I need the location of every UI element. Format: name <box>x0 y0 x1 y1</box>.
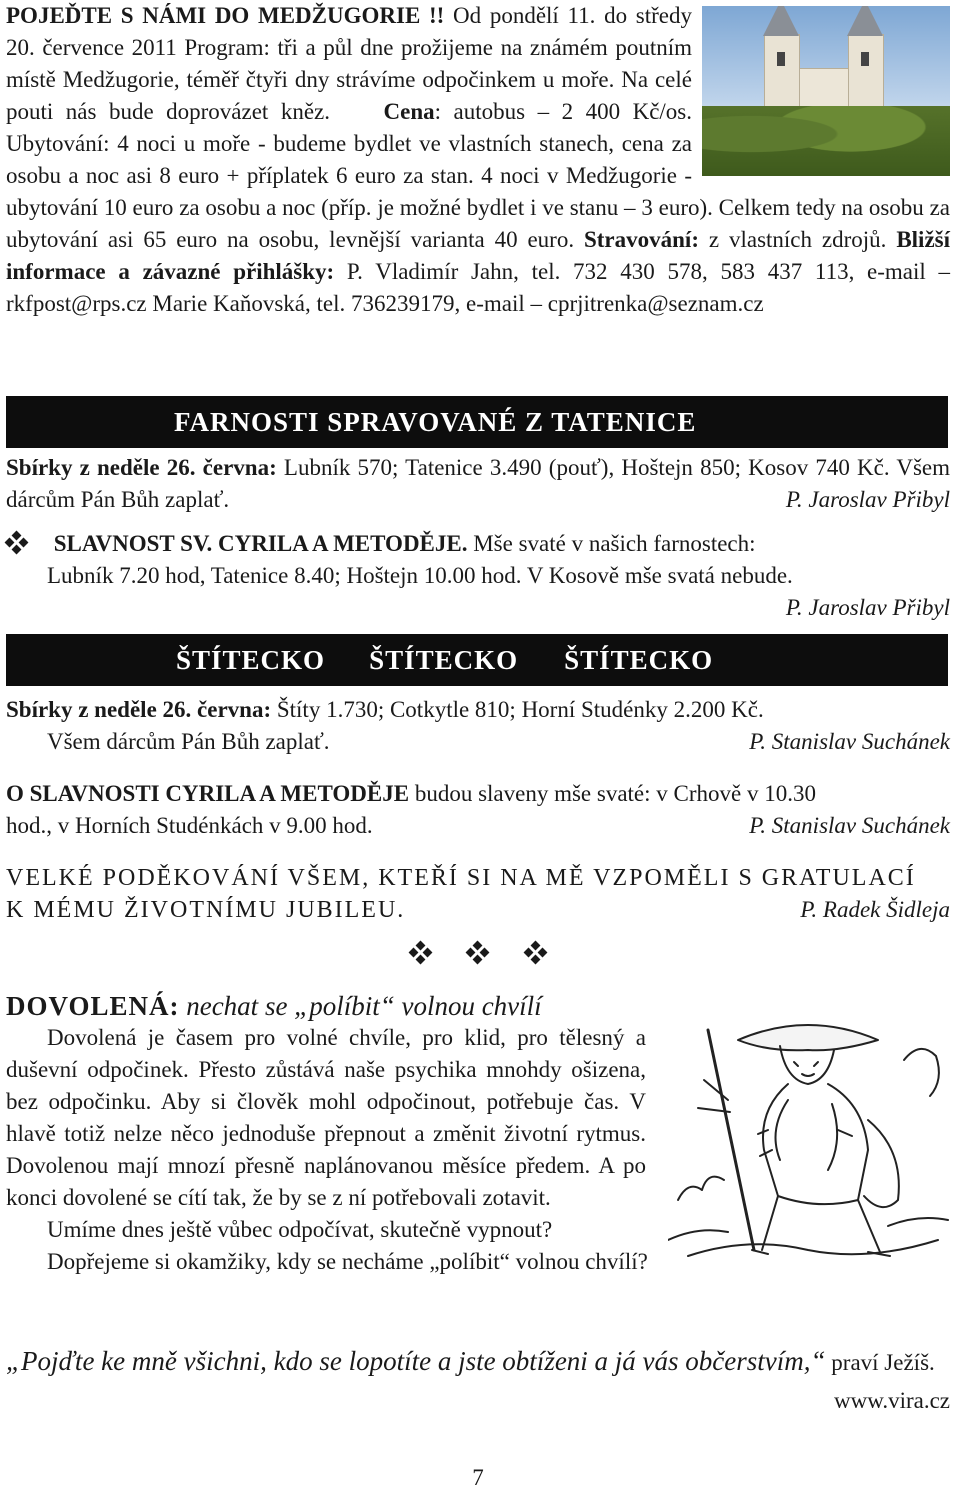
stitecko-feast <box>6 778 950 810</box>
stitecko-collections-label: Sbírky z neděle 26. června: <box>6 697 272 722</box>
diamond-bullet-icon <box>410 942 432 964</box>
stitecko-collections <box>6 694 950 726</box>
tatenice-collections-text: Lubník 570; Tatenice 3.490 (pouť), Hoštejn 850; Kosov 740 Kč. Všem dárcům Pán Bůh zaplať. <box>6 455 950 512</box>
stitecko-signature-2: P. Stanislav Suchánek <box>749 813 950 838</box>
page-number: 7 <box>472 1465 484 1490</box>
tatenice-collections-label: Sbírky z neděle 26. června: <box>6 455 277 480</box>
tatenice-section <box>6 452 950 624</box>
info-text: P. Vladimír Jahn, tel. 732 430 578, 583 437 113, e-mail – rkfpost@rps.cz Marie Kaňovská, tel. 736239179, e-mail – cprjitrenka@seznam.cz <box>6 259 951 316</box>
stitecko-feast-text: budou slaveny mše svaté: v Crhově v 10.30 <box>409 781 816 806</box>
pilgrim-sketch <box>668 1000 950 1264</box>
stitecko-banner <box>6 634 948 686</box>
dovolena-paragraph-3: Dopřejeme si okamžiky, kdy se necháme „políbit“ volnou chvílí? <box>47 1249 648 1274</box>
tatenice-feast-times: Lubník 7.20 hod, Tatenice 8.40; Hoštejn 10.00 hod. V Kosově mše svatá nebude. <box>47 563 793 588</box>
quote-section <box>6 1342 950 1420</box>
church-photo <box>702 6 950 176</box>
church-window <box>861 52 869 66</box>
quote-text-block <box>6 1342 950 1413</box>
medjugorje-dates: Od pondělí 11. do středy 20. července 2011 <box>6 3 692 60</box>
diamond-bullet-icon <box>467 942 489 964</box>
dovolena-paragraph-2: Umíme dnes ještě vůbec odpočívat, skutečně vypnout? <box>47 1217 553 1242</box>
stitecko-feast-line2 <box>6 810 950 842</box>
stitecko-thanks-line <box>6 726 950 758</box>
stitecko-section <box>6 694 950 842</box>
church-window <box>777 52 785 66</box>
stitecko-signature: P. Stanislav Suchánek <box>749 729 950 754</box>
tatenice-signature: P. Jaroslav Přibyl <box>785 487 950 512</box>
diamond-separator <box>6 938 950 970</box>
tatenice-signature-2: P. Jaroslav Přibyl <box>785 595 950 620</box>
medjugorje-title: POJEĎTE S NÁMI DO MEDŽUGORIE !! <box>6 3 445 28</box>
diamond-bullet-icon <box>525 942 547 964</box>
church-spire-right <box>847 6 883 36</box>
price-text: : autobus – 2 400 Kč/os. <box>434 99 692 124</box>
stitecko-banner-word: ŠTÍTECKO <box>564 645 714 675</box>
tatenice-banner-title: FARNOSTI SPRAVOVANÉ Z TATENICE <box>174 407 697 437</box>
trees <box>702 106 950 176</box>
church-spire-left <box>763 6 799 36</box>
food-text: z vlastních zdrojů. <box>698 227 897 252</box>
jubilee-line-2-row <box>6 894 950 926</box>
stitecko-banner-word: ŠTÍTECKO <box>176 645 326 675</box>
medjugorje-program: Program: tři a půl dne prožijeme na známém poutním místě Medžugorie, téměř čtyři dny strávíme odpočinkem u moře. Na celé pouti nás bude doprovázet kněz. <box>6 35 692 124</box>
stitecko-thanks: Všem dárcům Pán Bůh zaplať. <box>47 729 330 754</box>
quote-source: www.vira.cz <box>833 1388 950 1413</box>
jubilee-signature: P. Radek Šidleja <box>800 897 950 922</box>
tatenice-feast-label: SLAVNOST SV. CYRILA A METODĚJE. <box>53 531 468 556</box>
stitecko-feast-text-2: hod., v Horních Studénkách v 9.00 hod. <box>6 813 373 838</box>
tatenice-feast <box>6 528 950 560</box>
dovolena-paragraph-1: Dovolená je časem pro volné chvíle, pro klid, pro tělesný a duševní odpočinek. Přesto zůstává naše psychika mnohdy ošizena, bez odpočinku. Aby si člověk mohl odpočinout, potřebuje čas. V hlavě totiž nelze něco jednoduše přepnout a změnit životní rytmus. Dovolenou mají mnozí přesně naplánovanou měsíce předem. A po konci dovolené se cítí tak, že by se z ní potřebovali zotavit. <box>6 1025 646 1210</box>
price-label: Cena <box>383 99 435 124</box>
tatenice-feast-text: Mše svaté v našich farnostech: <box>467 531 756 556</box>
jubilee-section <box>6 862 950 926</box>
info-label: Bližší informace a závazné přihlášky: <box>6 227 950 284</box>
stitecko-banner-word: ŠTÍTECKO <box>369 645 519 675</box>
stitecko-feast-label: O SLAVNOSTI CYRILA A METODĚJE <box>6 781 410 806</box>
quote-text: „Pojďte ke mně všichni, kdo se lopotíte a jste obtíženi a já vás občerstvím,“ <box>6 1346 826 1376</box>
stitecko-collections-text: Štíty 1.730; Cotkytle 810; Horní Studénky 2.200 Kč. <box>271 697 764 722</box>
lodging-text: Ubytování: 4 noci u moře - budeme bydlet ve vlastních stanech, cena za osobu a noc asi 8 euro + příplatek 6 euro za stan. 4 noci v Medžugorie - ubytování 10 euro za osobu a noc (příp. je možné bydlet i ve stanu – 3 euro). Celkem tedy na osobu za ubytování asi 65 euro na osobu, levnější varianta 40 euro. <box>6 131 950 252</box>
medjugorje-article <box>6 0 950 320</box>
tatenice-banner <box>6 396 948 448</box>
dovolena-title-label: DOVOLENÁ: <box>6 991 180 1021</box>
dovolena-title-rest: nechat se „políbit“ volnou chvílí <box>179 991 542 1021</box>
jubilee-line-2: K MÉMU ŽIVOTNÍMU JUBILEU. <box>6 897 406 923</box>
quote-attribution: praví Ježíš. <box>825 1350 935 1375</box>
jubilee-line-1: VELKÉ PODĚKOVÁNÍ VŠEM, KTEŘÍ SI NA MĚ VZPOMĚLI S GRATULACÍ <box>6 865 916 891</box>
food-label: Stravování: <box>583 227 699 252</box>
tatenice-collections <box>6 452 950 516</box>
diamond-bullet-icon <box>6 532 28 554</box>
